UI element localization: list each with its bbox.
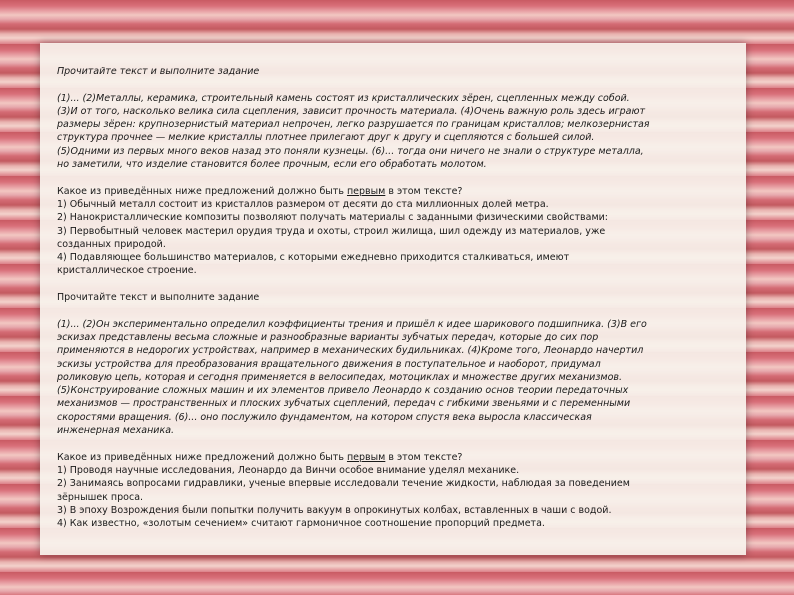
question-2	[57, 451, 732, 464]
passage-2: (1)... (2)Он экспериментально определил коэффициенты трения и пришёл к идее шарикового подшипника. (3)В его эскизах представлены весьма сложные и разнообразные варианты зубчатых передач, которые до сих пор применяются в недорогих устройствах, например в механических будильниках. (4)Кроме того, Леонардо начертил эскизы устройства для преобразования вращательного движения в поступательное и наоборот, придумал роликовую цепь, которая и сегодня применяется в велосипедах, мотоциклах и множестве других механизмов. (5)Конструирование сложных машин и их элементов привело Леонардо к созданию основ теории передаточных механизмов — пространственных и плоских зубчатых сцеплений, передач с гибкими звеньями и с переменными скоростями вращения. (6)... оно послужило фундаментом, на котором спустя века выросла классическая инженерная механика.	[57, 318, 647, 437]
question-2-after: в этом тексте?	[385, 451, 463, 463]
options-1: 1) Обычный металл состоит из кристаллов размером от десяти до ста миллионных долей метра. 2) Нанокристаллические композиты позволяют получать материалы с заданными физическими свойствами: 3) Первобытный человек мастерил орудия труда и охоты, строил жилища, шил одежду из материалов, уже созданных природой. 4) Подавляющее большинство материалов, с которыми ежедневно приходится сталкиваться, имеют кристаллическое строение.	[57, 198, 608, 277]
slide-card	[40, 43, 746, 555]
passage-1: (1)... (2)Металлы, керамика, строительный камень состоят из кристаллических зёрен, сцепленных между собой. (3)И от того, насколько велика сила сцепления, зависит прочность материала. (4)Очень важную роль здесь играют размеры зёрен: крупнозернистый материал непрочен, легко разрушается по границам кристаллов; мелкозернистая структура прочнее — мелкие кристаллы плотнее прилегают друг к другу и сцепляются с большей силой. (5)Одними из первых много веков назад это поняли кузнецы. (6)... тогда они ничего не знали о структуре металла, но заметили, что изделие становится более прочным, если его обработать молотом.	[57, 92, 650, 171]
question-1-after: в этом тексте?	[385, 185, 463, 197]
question-2-before: Какое из приведённых ниже предложений должно быть	[57, 451, 347, 463]
options-2: 1) Проводя научные исследования, Леонардо да Винчи особое внимание уделял механике. 2) Занимаясь вопросами гидравлики, ученые впервые исследовали течение жидкости, наблюдая за поведением зёрнышек проса. 3) В эпоху Возрождения были попытки получить вакуум в опрокинутых колбах, вставленных в чаши с водой. 4) Как известно, «золотым сечением» считают гармоничное соотношение пропорций предмета.	[57, 464, 630, 530]
question-1-emph: первым	[346, 185, 386, 197]
task-heading-1: Прочитайте текст и выполните задание	[57, 66, 260, 77]
question-1	[57, 185, 732, 198]
question-1-before: Какое из приведённых ниже предложений должно быть	[57, 185, 347, 197]
task-heading-2: Прочитайте текст и выполните задание	[57, 292, 260, 304]
question-2-emph: первым	[346, 451, 386, 463]
